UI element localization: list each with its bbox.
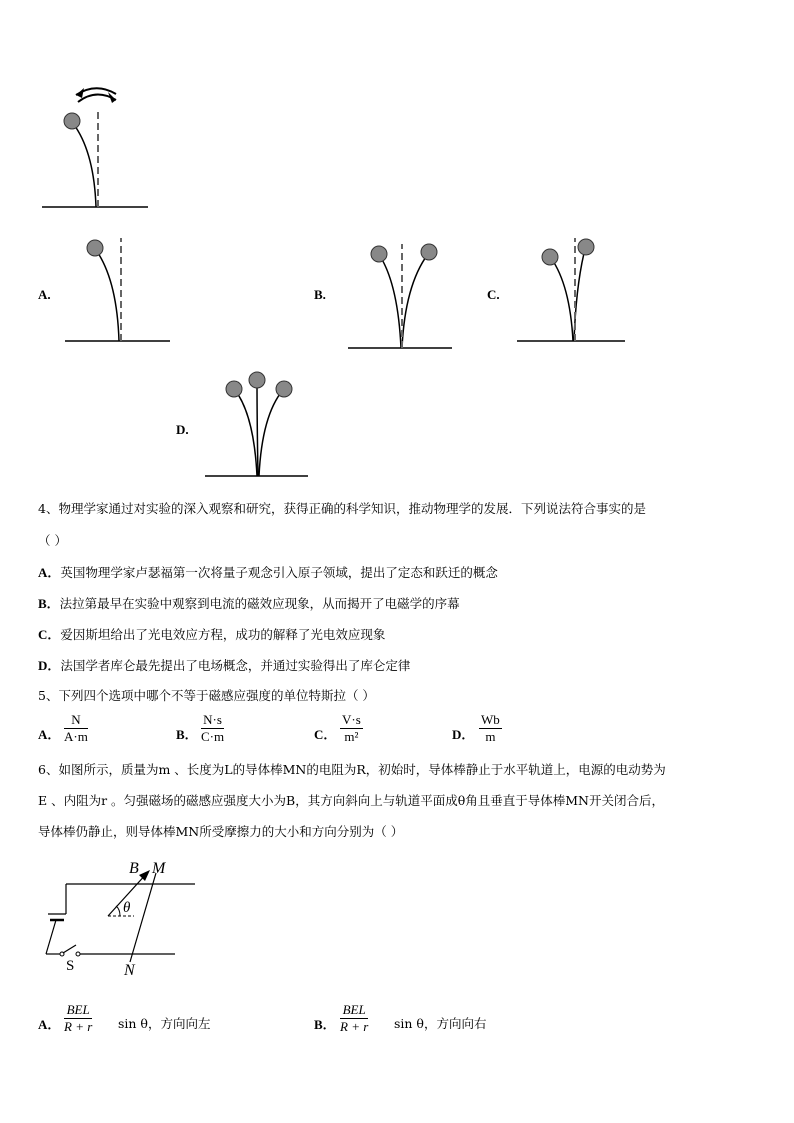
q5-option-a-numerator: N <box>64 712 88 729</box>
q5-stem: 5、下列四个选项中哪个不等于磁感应强度的单位特斯拉（ ） <box>38 688 375 703</box>
q4-option-b-text: 法拉第最早在实验中观察到电流的磁效应现象，从而揭开了电磁学的序幕 <box>59 596 460 611</box>
q6-stem-line-1: 6、如图所示，质量为m 、长度为L的导体棒MN的电阻为R，初始时，导体棒静止于水平轨道上，电源的电动势为 <box>38 762 666 777</box>
q6-option-a-tail: sin θ，方向向左 <box>118 1016 211 1031</box>
q5-option-d-numerator: Wb <box>481 712 500 727</box>
q6-option-b-fraction <box>340 1002 368 1035</box>
q6-option-b-numerator: BEL <box>340 1002 368 1019</box>
q5-option-b-denominator: C·m <box>201 729 225 744</box>
q6-stem-line-3: 导体棒仍静止，则导体棒MN所受摩擦力的大小和方向分别为（ ） <box>38 824 404 839</box>
q3-option-a-label: A. <box>38 287 51 302</box>
q4-paren: （ ） <box>38 533 67 548</box>
q6-label-theta: θ <box>123 900 131 916</box>
q5-option-b-numerator: N·s <box>201 712 224 729</box>
q4-option-d-text: 法国学者库仑最先提出了电场概念，并通过实验得出了库仑定律 <box>60 658 411 673</box>
q6-label-b: B <box>129 860 139 877</box>
q6-option-b-denominator: R + r <box>340 1019 369 1034</box>
switch-blade <box>63 945 76 953</box>
q4-option-b-label: B． <box>38 596 60 611</box>
q6-option-a-label: A． <box>38 1017 61 1032</box>
q4-option-d-label: D． <box>38 658 61 673</box>
q5-option-c-numerator: V·s <box>342 712 361 727</box>
q5-option-a-denominator: A·m <box>64 729 88 744</box>
q4-option-c-label: C． <box>38 627 61 642</box>
q6-option-a-denominator: R + r <box>64 1019 93 1034</box>
q4-stem: 4、物理学家通过对实验的深入观察和研究，获得正确的科学知识，推动物理学的发展．下列说法符合事实的是 <box>38 501 646 516</box>
q3-option-c-label: C. <box>487 287 500 302</box>
q5-option-c-label: C． <box>314 727 337 742</box>
q6-option-a-fraction <box>64 1002 92 1035</box>
q3-option-b-label: B. <box>314 287 326 302</box>
q6-label-n: N <box>124 962 135 979</box>
q5-option-b-label: B． <box>176 727 198 742</box>
q3-option-d-label: D. <box>176 422 189 437</box>
q6-stem-line-2: E 、内阻为r 。匀强磁场的磁感应强度大小为B，其方向斜向上与轨道平面成θ角且垂直于导体棒MN开关闭合后， <box>38 793 664 808</box>
q5-option-d-denominator: m <box>485 729 496 744</box>
q4-option-c-text: 爱因斯坦给出了光电效应方程，成功的解释了光电效应现象 <box>60 627 386 642</box>
q4-option-a-text: 英国物理学家卢瑟福第一次将量子观念引入原子领域，提出了定态和跃迁的概念 <box>60 565 498 580</box>
q4-option-a-label: A． <box>38 565 61 580</box>
q6-option-b-label: B． <box>314 1017 336 1032</box>
q5-option-c-denominator: m² <box>344 729 359 744</box>
q6-option-a-numerator: BEL <box>64 1002 92 1019</box>
q6-option-b-tail: sin θ，方向向右 <box>394 1016 487 1031</box>
conductor-rod-mn <box>130 873 156 962</box>
q5-option-a-label: A． <box>38 727 61 742</box>
q6-label-m: M <box>152 860 166 877</box>
q5-option-d-label: D． <box>452 727 475 742</box>
q6-label-s: S <box>66 958 75 974</box>
